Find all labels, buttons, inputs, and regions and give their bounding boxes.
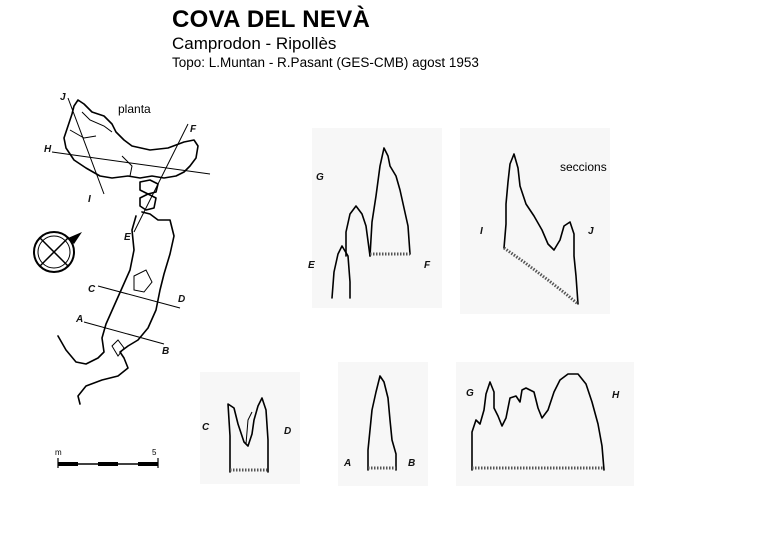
section-panel-gef-bg — [312, 128, 442, 308]
plan-letter-b: B — [162, 346, 170, 357]
section-letter-b: B — [408, 458, 416, 469]
section-letter-c: C — [202, 422, 210, 433]
compass-rose-icon — [34, 232, 82, 272]
plan-letter-f: F — [190, 124, 197, 135]
section-letter-f: F — [424, 260, 431, 271]
section-letter-e: E — [308, 260, 315, 271]
plan-label: planta — [118, 102, 151, 116]
scale-right-label: 5 — [152, 448, 157, 457]
section-letter-i: I — [480, 226, 483, 237]
sections-label: seccions — [560, 160, 607, 174]
section-panel-ij-bg — [460, 128, 610, 314]
section-letter-j: J — [588, 226, 594, 237]
section-letter-a: A — [344, 458, 352, 469]
section-letter-d: D — [284, 426, 292, 437]
section-line-a-b — [84, 322, 164, 344]
plan-letter-i: I — [88, 194, 91, 205]
scale-bar — [58, 458, 158, 468]
plan-letter-e: E — [124, 232, 131, 243]
section-letter-g-upper: G — [316, 172, 324, 183]
plan-letter-d: D — [178, 294, 186, 305]
scale-left-label: m — [55, 448, 62, 457]
location-subtitle: Camprodon - Ripollès — [172, 34, 337, 53]
page-title: COVA DEL NEVÀ — [172, 6, 371, 33]
plan-letter-j: J — [60, 92, 66, 103]
plan-letter-h: H — [44, 144, 52, 155]
plan-letter-c: C — [88, 284, 96, 295]
plan-section-lines — [52, 98, 210, 344]
section-letter-g-lower: G — [466, 388, 474, 399]
section-line-j-i — [68, 98, 104, 194]
section-letter-h: H — [612, 390, 620, 401]
section-line-c-d — [98, 286, 180, 308]
survey-credit: Topo: L.Muntan - R.Pasant (GES-CMB) agost 1953 — [172, 55, 479, 70]
plan-letter-a: A — [76, 314, 84, 325]
